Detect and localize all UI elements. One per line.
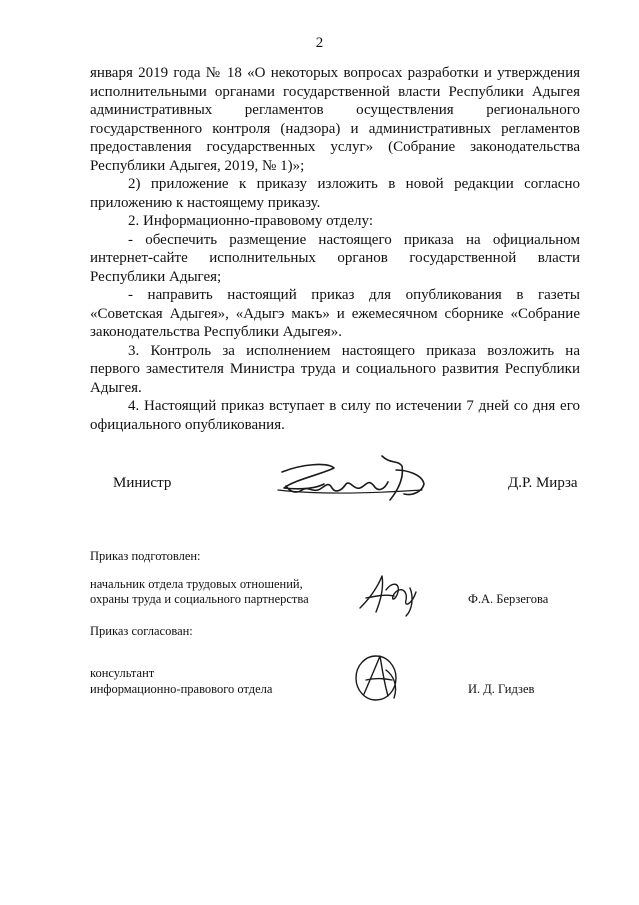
paragraph-publish-website: - обеспечить размещение настоящего приказа на официальном интернет-сайте исполнительных органов государственной власти Республики Адыгея;: [90, 231, 580, 285]
agreed-name: И. Д. Гидзев: [468, 682, 535, 696]
minister-signature: [272, 450, 442, 510]
minister-name: Д.Р. Мирза: [508, 475, 578, 491]
agreed-position-line1: консультант: [90, 666, 155, 680]
paragraph-continuation: января 2019 года № 18 «О некоторых вопросах разработки и утверждения исполнительными органами государственной власти Республики Адыгея административных регламентов осуществления регионального государственного контроля (надзора) и административных регламентов предоставления государственных услуг» (Собрание законодательства Республики Адыгея, 2019, № 1)»;: [90, 65, 580, 174]
prepared-position-line2: охраны труда и социального партнерства: [90, 592, 309, 606]
agreed-signature: [350, 650, 410, 706]
prepared-heading: Приказ подготовлен:: [90, 549, 201, 563]
agreed-heading: Приказ согласован:: [90, 624, 193, 638]
page-number: 2: [315, 35, 324, 51]
paragraph-legal-department: 2. Информационно-правовому отделу:: [128, 213, 374, 229]
prepared-position-line1: начальник отдела трудовых отношений,: [90, 577, 303, 591]
prepared-name: Ф.А. Берзегова: [468, 592, 549, 606]
paragraph-effective-date: 4. Настоящий приказ вступает в силу по истечении 7 дней со дня его официального опубликования.: [90, 398, 580, 433]
paragraph-control: 3. Контроль за исполнением настоящего приказа возложить на первого заместителя Министра труда и социального развития Республики Адыгея.: [90, 342, 580, 396]
agreed-position-line2: информационно-правового отдела: [90, 682, 273, 696]
order-body: [90, 64, 580, 434]
paragraph-item-2: 2) приложение к приказу изложить в новой редакции согласно приложению к настоящему приказу.: [90, 176, 580, 211]
minister-title: Министр: [113, 475, 172, 491]
prepared-signature: [356, 568, 436, 618]
paragraph-publish-newspapers: - направить настоящий приказ для опубликования в газеты «Советская Адыгея», «Адыгэ макъ» и ежемесячном сборнике «Собрание законодательства Республики Адыгея».: [90, 287, 580, 340]
